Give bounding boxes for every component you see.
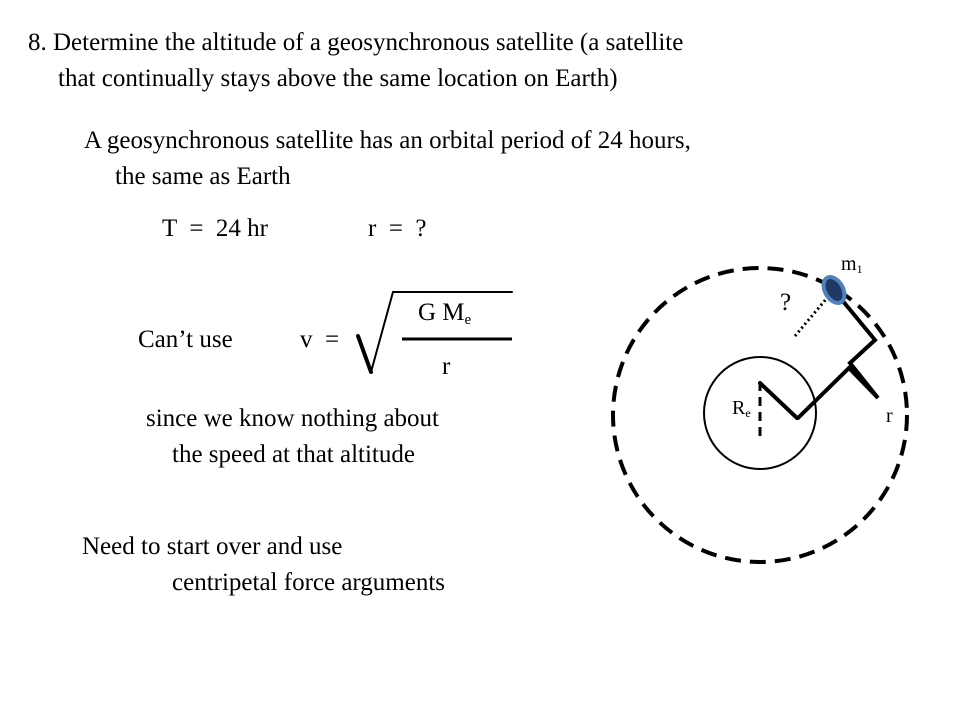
satellite-label [841,252,863,281]
earth-radius-label-subscript: e [745,406,751,420]
earth-radius-label [732,396,751,425]
orbit-radius-label: r [886,405,893,427]
reason-line-2: the speed at that altitude [172,441,415,468]
satellite-label-subscript: 1 [856,262,863,276]
orbit-radius-bracket [798,300,878,418]
formula-denominator: r [442,353,451,380]
radical-sign [358,292,512,372]
altitude-unknown-label: ? [780,289,792,316]
formula-prefix: Can’t use [138,326,233,353]
conclusion-line-1: Need to start over and use [82,533,343,560]
formula-lhs: v = [300,326,340,353]
statement-line-2: the same as Earth [115,163,291,190]
earth-radius-bracket [760,383,797,418]
earth-radius-label-base: R [732,397,746,419]
conclusion-line-2: centripetal force arguments [172,569,446,596]
question-line-2: that continually stays above the same location on Earth) [58,65,618,92]
numerator-subscript: e [464,311,472,328]
satellite-label-base: m [841,253,857,275]
question-line-1: 8. Determine the altitude of a geosynchronous satellite (a satellite [28,29,684,56]
numerator-base: G M [418,299,465,326]
given-period: T = 24 hr [162,215,268,242]
reason-line-1: since we know nothing about [146,405,440,432]
altitude-dotted-line [795,298,827,336]
statement-line-1: A geosynchronous satellite has an orbital period of 24 hours, [84,127,691,154]
given-radius: r = ? [368,215,427,242]
